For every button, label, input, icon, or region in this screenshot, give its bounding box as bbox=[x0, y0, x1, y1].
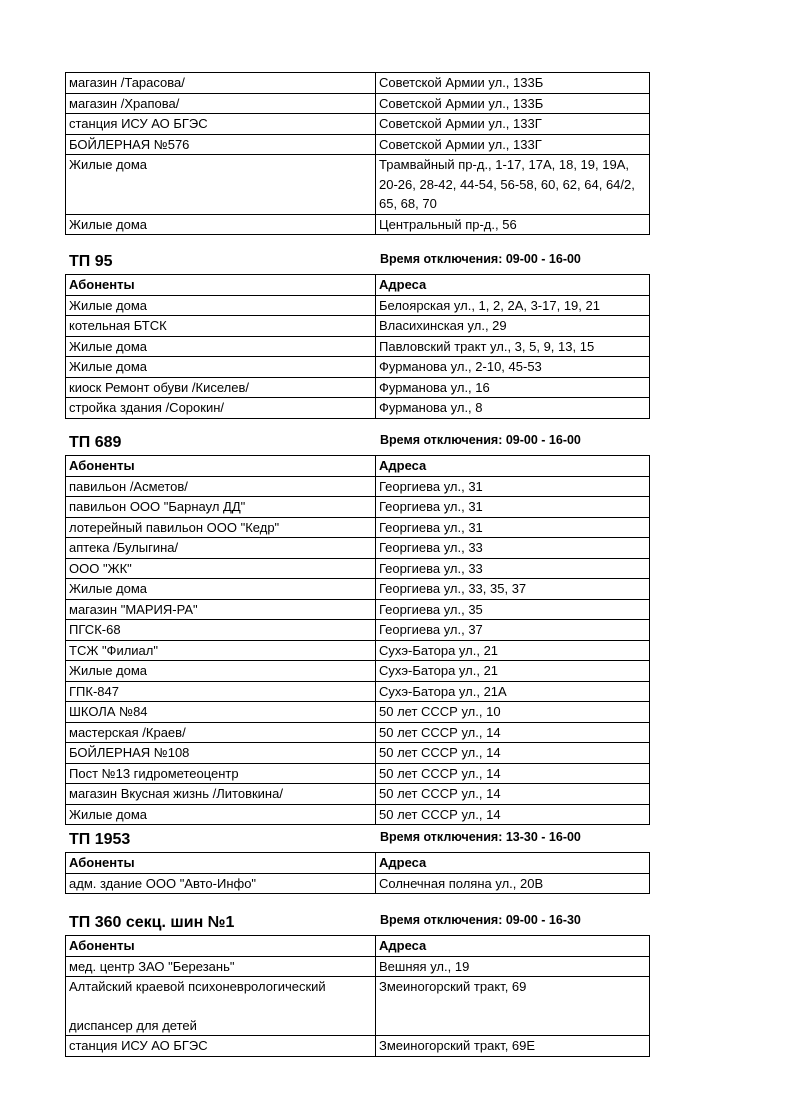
subscriber-cell: киоск Ремонт обуви /Киселев/ bbox=[66, 377, 376, 398]
address-cell: Фурманова ул., 16 bbox=[376, 377, 650, 398]
table-header-row bbox=[66, 853, 650, 874]
subscriber-cell: БОЙЛЕРНАЯ №576 bbox=[66, 134, 376, 155]
table-row bbox=[66, 956, 650, 977]
table-row bbox=[66, 336, 650, 357]
address-cell: Сухэ-Батора ул., 21 bbox=[376, 640, 650, 661]
table-row bbox=[66, 804, 650, 825]
address-cell: Советской Армии ул., 133Б bbox=[376, 93, 650, 114]
address-cell: Змеиногорский тракт, 69Е bbox=[376, 1036, 650, 1057]
column-header-subscribers: Абоненты bbox=[66, 275, 376, 296]
table-row bbox=[66, 517, 650, 538]
subscriber-cell: ООО "ЖК" bbox=[66, 558, 376, 579]
subscriber-cell: ШКОЛА №84 bbox=[66, 702, 376, 723]
subscriber-cell: БОЙЛЕРНАЯ №108 bbox=[66, 743, 376, 764]
subscriber-cell: Жилые дома bbox=[66, 336, 376, 357]
table-row bbox=[66, 1036, 650, 1057]
address-cell: Трамвайный пр-д., 1-17, 17А, 18, 19, 19А, 20-26, 28-42, 44-54, 56-58, 60, 62, 64, 64/2, 65, 68, 70 bbox=[376, 155, 650, 215]
table-row bbox=[66, 620, 650, 641]
table-row bbox=[66, 357, 650, 378]
table-row bbox=[66, 295, 650, 316]
subscriber-cell: станция ИСУ АО БГЭС bbox=[66, 114, 376, 135]
section-table bbox=[65, 935, 650, 1057]
address-cell: Змеиногорский тракт, 69 bbox=[376, 977, 650, 1036]
column-header-addresses: Адреса bbox=[376, 853, 650, 874]
address-cell: Георгиева ул., 31 bbox=[376, 517, 650, 538]
address-cell: Фурманова ул., 8 bbox=[376, 398, 650, 419]
subscriber-cell: павильон ООО "Барнаул ДД" bbox=[66, 497, 376, 518]
subscriber-cell: магазин Вкусная жизнь /Литовкина/ bbox=[66, 784, 376, 805]
subscriber-line: диспансер для детей bbox=[69, 1017, 197, 1033]
subscriber-cell: магазин /Тарасова/ bbox=[66, 73, 376, 94]
subscriber-cell: Жилые дома bbox=[66, 661, 376, 682]
table-row bbox=[66, 977, 650, 1036]
subscriber-line: Алтайский краевой психоневрологический bbox=[69, 979, 326, 994]
table-row bbox=[66, 873, 650, 894]
address-cell: Советской Армии ул., 133Г bbox=[376, 114, 650, 135]
address-cell: Центральный пр-д., 56 bbox=[376, 214, 650, 235]
table-row bbox=[66, 316, 650, 337]
address-cell: 50 лет СССР ул., 14 bbox=[376, 804, 650, 825]
table-row bbox=[66, 155, 650, 215]
subscriber-cell: Жилые дома bbox=[66, 804, 376, 825]
address-cell: Белоярская ул., 1, 2, 2А, 3-17, 19, 21 bbox=[376, 295, 650, 316]
subscriber-cell: мед. центр ЗАО "Березань" bbox=[66, 956, 376, 977]
section-table bbox=[65, 852, 650, 894]
table-row bbox=[66, 497, 650, 518]
outage-time: Время отключения: 13-30 - 16-00 bbox=[380, 830, 581, 844]
table-header-row bbox=[66, 456, 650, 477]
subscriber-cell: Пост №13 гидрометеоцентр bbox=[66, 763, 376, 784]
address-cell: 50 лет СССР ул., 14 bbox=[376, 722, 650, 743]
section-title: ТП 95 bbox=[69, 253, 113, 270]
address-cell: Фурманова ул., 2-10, 45-53 bbox=[376, 357, 650, 378]
table-row bbox=[66, 661, 650, 682]
table-row bbox=[66, 743, 650, 764]
address-cell: Солнечная поляна ул., 20В bbox=[376, 873, 650, 894]
address-cell: Вешняя ул., 19 bbox=[376, 956, 650, 977]
column-header-addresses: Адреса bbox=[376, 456, 650, 477]
column-header-addresses: Адреса bbox=[376, 275, 650, 296]
address-cell: Георгиева ул., 31 bbox=[376, 476, 650, 497]
table-row bbox=[66, 702, 650, 723]
table-header-row bbox=[66, 936, 650, 957]
section-title: ТП 1953 bbox=[69, 831, 131, 848]
table-row bbox=[66, 476, 650, 497]
address-cell: Власихинская ул., 29 bbox=[376, 316, 650, 337]
table-row bbox=[66, 640, 650, 661]
section-table bbox=[65, 274, 650, 419]
table-row bbox=[66, 763, 650, 784]
table-row bbox=[66, 214, 650, 235]
address-cell: Георгиева ул., 31 bbox=[376, 497, 650, 518]
subscriber-cell: ПГСК-68 bbox=[66, 620, 376, 641]
column-header-subscribers: Абоненты bbox=[66, 853, 376, 874]
outage-time: Время отключения: 09-00 - 16-00 bbox=[380, 433, 581, 447]
subscriber-cell: адм. здание ООО "Авто-Инфо" bbox=[66, 873, 376, 894]
subscriber-cell: Жилые дома bbox=[66, 295, 376, 316]
subscriber-cell: мастерская /Краев/ bbox=[66, 722, 376, 743]
address-cell: 50 лет СССР ул., 14 bbox=[376, 784, 650, 805]
address-cell: 50 лет СССР ул., 14 bbox=[376, 743, 650, 764]
table-row bbox=[66, 722, 650, 743]
address-cell: Георгиева ул., 33 bbox=[376, 538, 650, 559]
address-cell: Советской Армии ул., 133Г bbox=[376, 134, 650, 155]
table-row bbox=[66, 398, 650, 419]
address-cell: Георгиева ул., 37 bbox=[376, 620, 650, 641]
table-row bbox=[66, 599, 650, 620]
address-cell: Сухэ-Батора ул., 21А bbox=[376, 681, 650, 702]
address-cell: Георгиева ул., 33 bbox=[376, 558, 650, 579]
subscriber-cell: павильон /Асметов/ bbox=[66, 476, 376, 497]
table-row bbox=[66, 538, 650, 559]
subscriber-cell: ТСЖ "Филиал" bbox=[66, 640, 376, 661]
section-title: ТП 360 секц. шин №1 bbox=[69, 914, 235, 931]
subscriber-cell: стройка здания /Сорокин/ bbox=[66, 398, 376, 419]
subscriber-cell: Жилые дома bbox=[66, 579, 376, 600]
table-row bbox=[66, 681, 650, 702]
address-cell: 50 лет СССР ул., 10 bbox=[376, 702, 650, 723]
outage-time: Время отключения: 09-00 - 16-00 bbox=[380, 252, 581, 266]
subscriber-cell: магазин "МАРИЯ-РА" bbox=[66, 599, 376, 620]
column-header-subscribers: Абоненты bbox=[66, 456, 376, 477]
address-cell: Советской Армии ул., 133Б bbox=[376, 73, 650, 94]
address-cell: 50 лет СССР ул., 14 bbox=[376, 763, 650, 784]
subscriber-cell: станция ИСУ АО БГЭС bbox=[66, 1036, 376, 1057]
subscriber-cell: ГПК-847 bbox=[66, 681, 376, 702]
address-cell: Георгиева ул., 33, 35, 37 bbox=[376, 579, 650, 600]
subscriber-cell: котельная БТСК bbox=[66, 316, 376, 337]
address-cell: Павловский тракт ул., 3, 5, 9, 13, 15 bbox=[376, 336, 650, 357]
table-row bbox=[66, 134, 650, 155]
table-row bbox=[66, 93, 650, 114]
table-row bbox=[66, 784, 650, 805]
subscriber-cell: магазин /Храпова/ bbox=[66, 93, 376, 114]
table-row bbox=[66, 579, 650, 600]
address-cell: Георгиева ул., 35 bbox=[376, 599, 650, 620]
table-row bbox=[66, 73, 650, 94]
subscriber-cell: Жилые дома bbox=[66, 214, 376, 235]
subscriber-cell: Жилые дома bbox=[66, 357, 376, 378]
outage-time: Время отключения: 09-00 - 16-30 bbox=[380, 913, 581, 927]
table-row bbox=[66, 114, 650, 135]
subscriber-cell: Жилые дома bbox=[66, 155, 376, 215]
subscriber-cell bbox=[66, 977, 376, 1036]
table-row bbox=[66, 377, 650, 398]
address-cell: Сухэ-Батора ул., 21 bbox=[376, 661, 650, 682]
section-table bbox=[65, 455, 650, 825]
column-header-addresses: Адреса bbox=[376, 936, 650, 957]
subscriber-cell: лотерейный павильон ООО "Кедр" bbox=[66, 517, 376, 538]
table-row bbox=[66, 558, 650, 579]
column-header-subscribers: Абоненты bbox=[66, 936, 376, 957]
table-header-row bbox=[66, 275, 650, 296]
section-title: ТП 689 bbox=[69, 434, 122, 451]
continuation-table bbox=[65, 72, 650, 235]
subscriber-cell: аптека /Булыгина/ bbox=[66, 538, 376, 559]
